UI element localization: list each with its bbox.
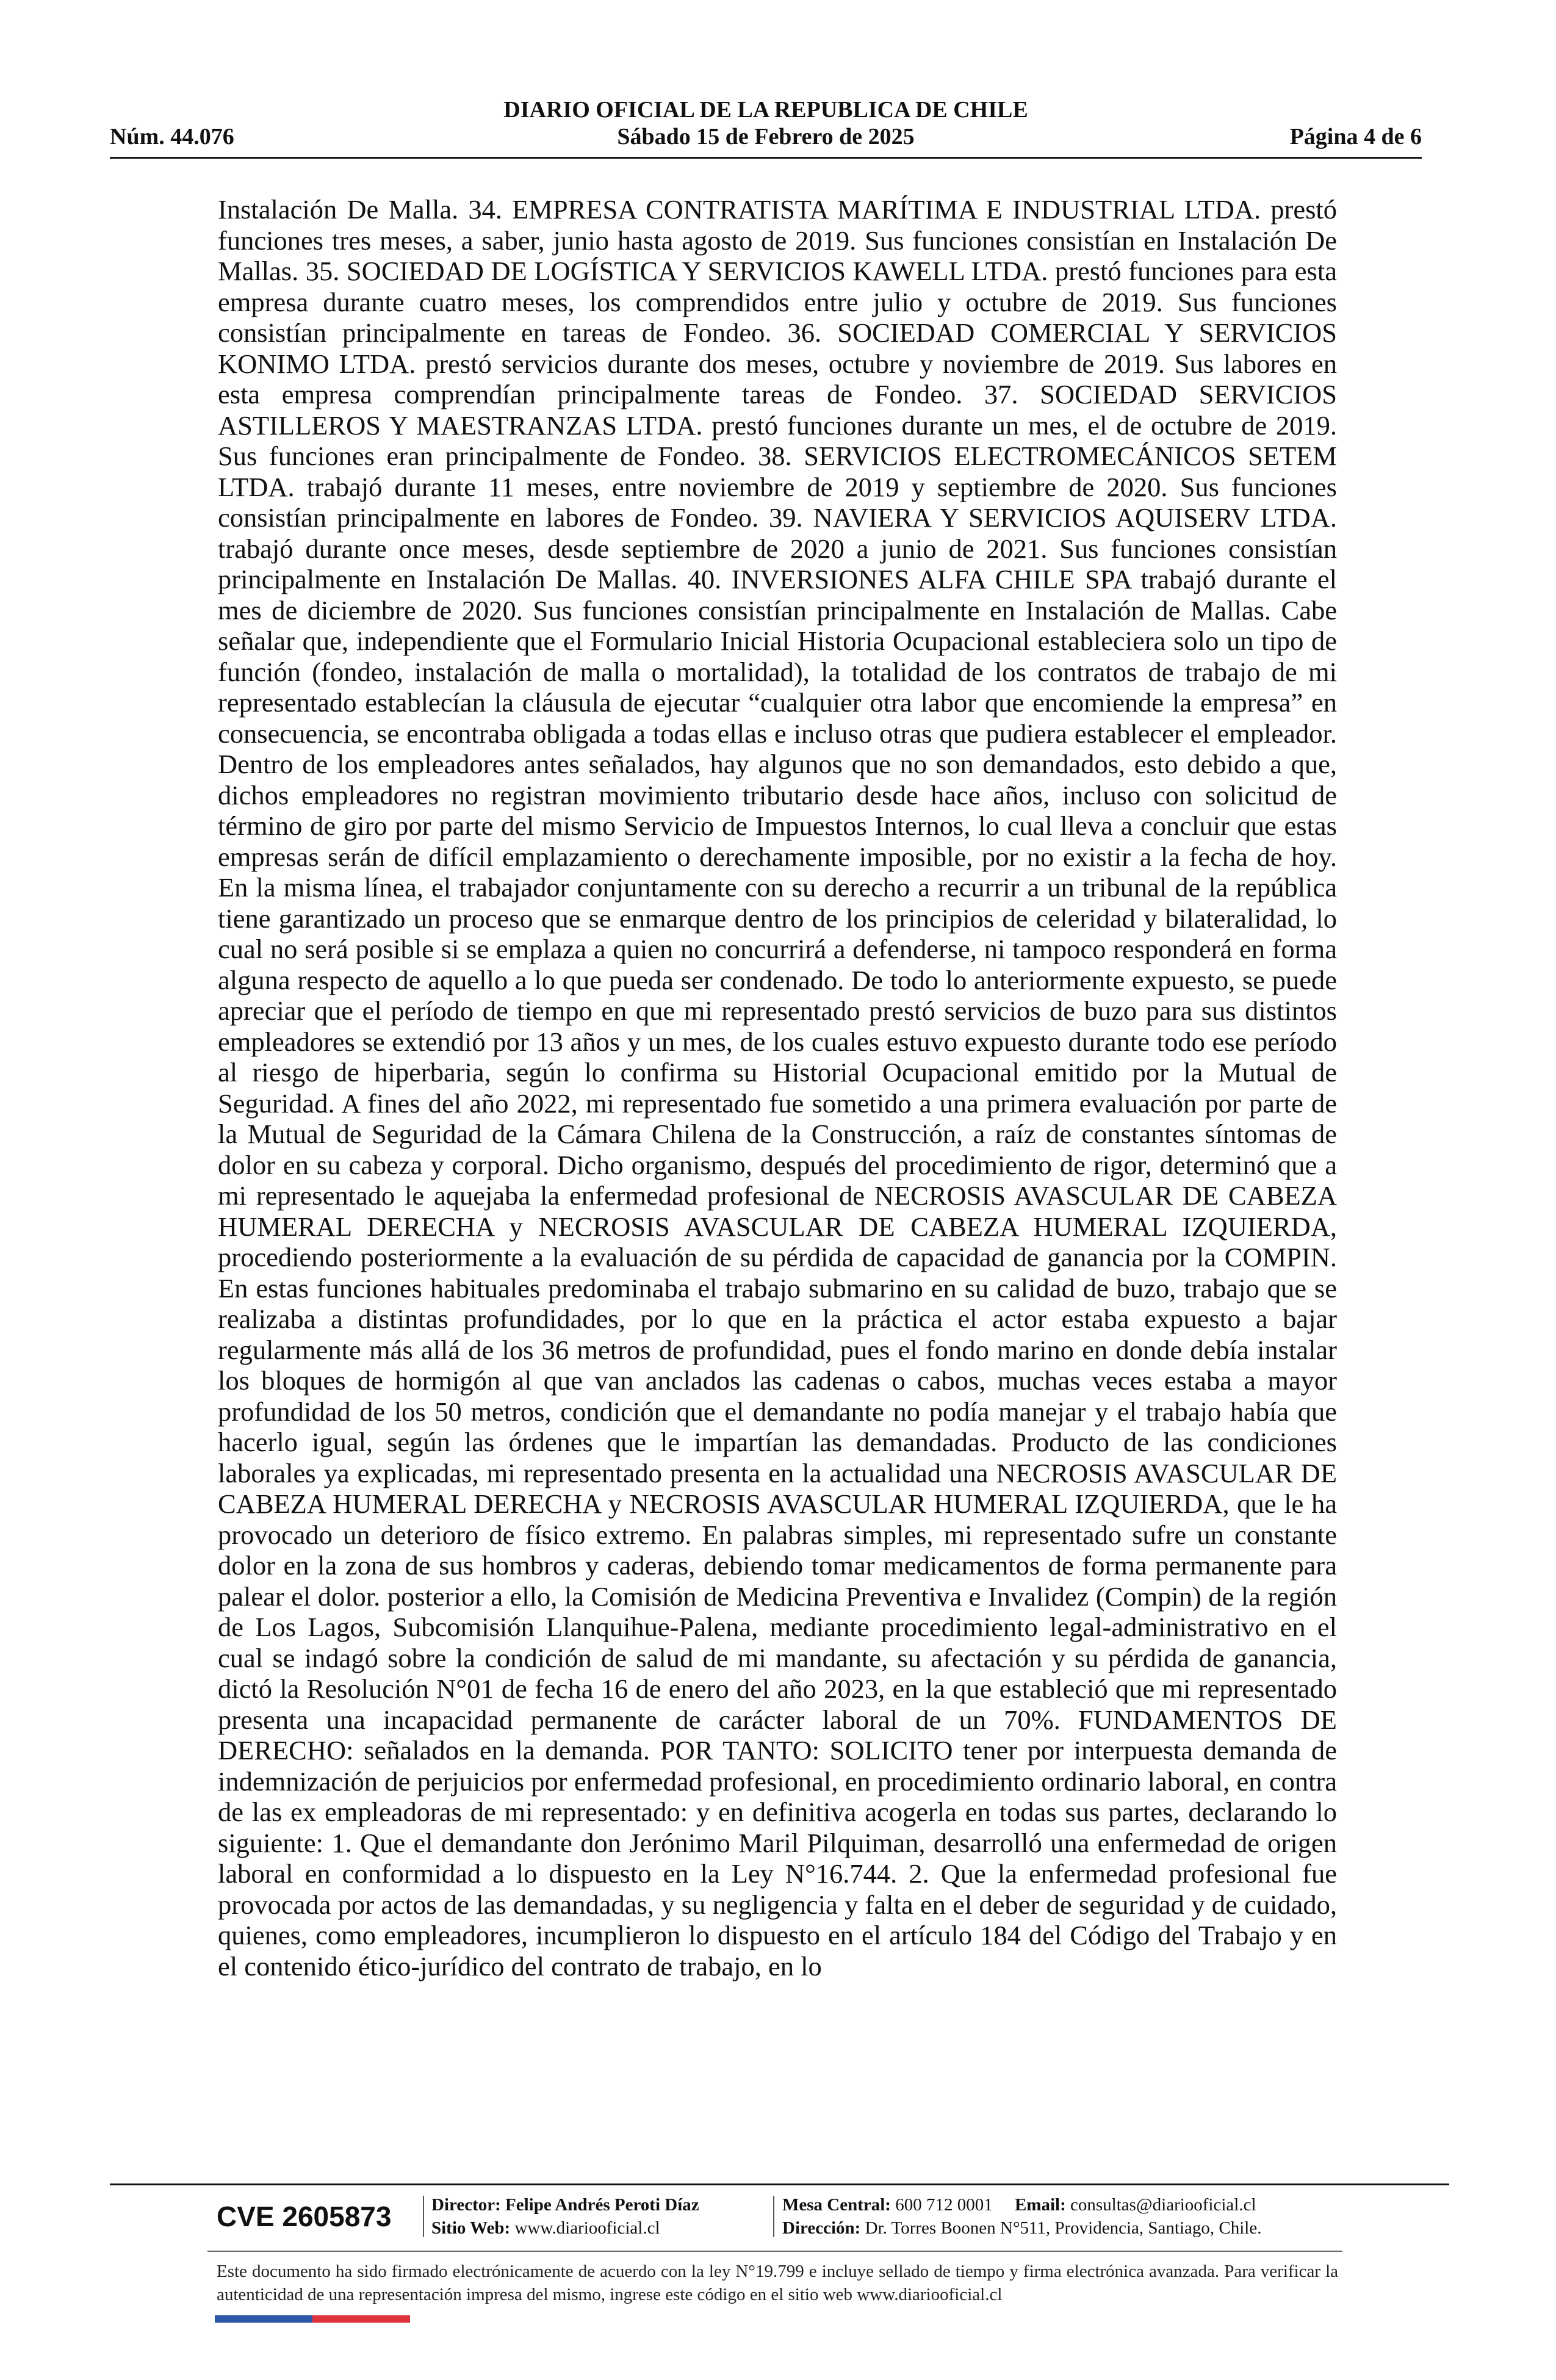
legal-notice: Este documento ha sido firmado electrónicamente de acuerdo con la ley N°19.799 e incluye sellado de tiempo y firma electrónica avanzada. Para verificar la autenticidad de una representación impresa del mismo, ingrese este código en el sitio web www.diariooficial.cl — [217, 2262, 1338, 2304]
document-body — [218, 194, 1337, 1982]
footer-separator — [423, 2196, 424, 2237]
page-number: Página 4 de 6 — [1289, 124, 1422, 150]
issue-date: Sábado 15 de Febrero de 2025 — [617, 124, 915, 150]
director-name: Felipe Andrés Peroti Díaz — [505, 2195, 699, 2215]
address-value: Dr. Torres Boonen N°511, Providencia, Santiago, Chile. — [865, 2218, 1262, 2238]
footer-inner-divider — [207, 2251, 1342, 2252]
director-line — [431, 2193, 773, 2216]
issue-number: Núm. 44.076 — [110, 124, 234, 150]
flag-stripe — [215, 2315, 410, 2323]
phone-email-line — [782, 2193, 1347, 2216]
website-link[interactable]: www.diariooficial.cl — [514, 2218, 660, 2238]
footer-divider — [110, 2183, 1449, 2185]
header-divider — [110, 157, 1422, 159]
address-label: Dirección: — [782, 2218, 861, 2238]
footer-separator — [773, 2196, 774, 2237]
director-label: Director: — [431, 2195, 501, 2215]
flag-blue-segment — [215, 2315, 312, 2323]
publication-title: DIARIO OFICIAL DE LA REPUBLICA DE CHILE — [503, 97, 1028, 123]
website-label: Sitio Web: — [431, 2218, 511, 2238]
phone-number: 600 712 0001 — [895, 2195, 993, 2215]
email-label: Email: — [1014, 2195, 1066, 2215]
cve-code: CVE 2605873 — [217, 2201, 392, 2232]
flag-red-segment — [312, 2315, 410, 2323]
address-line — [782, 2216, 1347, 2240]
page-footer — [217, 2192, 1342, 2241]
footer-contact-left — [431, 2193, 773, 2240]
website-line — [431, 2216, 773, 2240]
body-paragraph: Instalación De Malla. 34. EMPRESA CONTRATISTA MARÍTIMA E INDUSTRIAL LTDA. prestó funciones tres meses, a saber, junio hasta agosto de 2019. Sus funciones consistían en Instalación De Mallas. 35. SOCIEDAD DE LOGÍSTICA Y SERVICIOS KAWELL LTDA. prestó funciones para esta empresa durante cuatro meses, los comprendidos entre julio y octubre de 2019. Sus funciones consistían principalmente en tareas de Fondeo. 36. SOCIEDAD COMERCIAL Y SERVICIOS KONIMO LTDA. prestó servicios durante dos meses, octubre y noviembre de 2019. Sus labores en esta empresa comprendían principalmente tareas de Fondeo. 37. SOCIEDAD SERVICIOS ASTILLEROS Y MAESTRANZAS LTDA. prestó funciones durante un mes, el de octubre de 2019. Sus funciones eran principalmente de Fondeo. 38. SERVICIOS ELECTROMECÁNICOS SETEM LTDA. trabajó durante 11 meses, entre noviembre de 2019 y septiembre de 2020. Sus funciones consistían principalmente en labores de Fondeo. 39. NAVIERA Y SERVICIOS AQUISERV LTDA. trabajó durante once meses, desde septiembre de 2020 a junio de 2021. Sus funciones consistían principalmente en Instalación De Mallas. 40. INVERSIONES ALFA CHILE SPA trabajó durante el mes de diciembre de 2020. Sus funciones consistían principalmente en Instalación de Mallas. Cabe señalar que, independiente que el Formulario Inicial Historia Ocupacional estableciera solo un tipo de función (fondeo, instalación de malla o mortalidad), la totalidad de los contratos de trabajo de mi representado establecían la cláusula de ejecutar “cualquier otra labor que encomiende la empresa” en consecuencia, se encontraba obligada a todas ellas e incluso otras que pudiera establecer el empleador. Dentro de los empleadores antes señalados, hay algunos que no son demandados, esto debido a que, dichos empleadores no registran movimiento tributario desde hace años, incluso con solicitud de término de giro por parte del mismo Servicio de Impuestos Internos, lo cual lleva a concluir que estas empresas serán de difícil emplazamiento o derechamente imposible, por no existir a la fecha de hoy. En la misma línea, el trabajador conjuntamente con su derecho a recurrir a un tribunal de la república tiene garantizado un proceso que se enmarque dentro de los principios de celeridad y bilateralidad, lo cual no será posible si se emplaza a quien no concurrirá a defenderse, ni tampoco responderá en forma alguna respecto de aquello a lo que pueda ser condenado. De todo lo anteriormente expuesto, se puede apreciar que el período de tiempo en que mi representado prestó servicios de buzo para sus distintos empleadores se extendió por 13 años y un mes, de los cuales estuvo expuesto durante todo ese período al riesgo de hiperbaria, según lo confirma su Historial Ocupacional emitido por la Mutual de Seguridad. A fines del año 2022, mi representado fue sometido a una primera evaluación por parte de la Mutual de Seguridad de la Cámara Chilena de la Construcción, a raíz de constantes síntomas de dolor en su cabeza y corporal. Dicho organismo, después del procedimiento de rigor, determinó que a mi representado le aquejaba la enfermedad profesional de NECROSIS AVASCULAR DE CABEZA HUMERAL DERECHA y NECROSIS AVASCULAR DE CABEZA HUMERAL IZQUIERDA, procediendo posteriormente a la evaluación de su pérdida de capacidad de ganancia por la COMPIN. En estas funciones habituales predominaba el trabajo submarino en su calidad de buzo, trabajo que se realizaba a distintas profundidades, por lo que en la práctica el actor estaba expuesto a bajar regularmente más allá de los 36 metros de profundidad, pues el fondo marino en donde debía instalar los bloques de hormigón al que van anclados las cadenas o cabos, muchas veces estaba a mayor profundidad de los 50 metros, condición que el demandante no podía manejar y el trabajo había que hacerlo igual, según las órdenes que le impartían las demandadas. Producto de las condiciones laborales ya explicadas, mi representado presenta en la actualidad una NECROSIS AVASCULAR DE CABEZA HUMERAL DERECHA y NECROSIS AVASCULAR HUMERAL IZQUIERDA, que le ha provocado un deterioro de físico extremo. En palabras simples, mi representado sufre un constante dolor en la zona de sus hombros y caderas, debiendo tomar medicamentos de forma permanente para palear el dolor. posterior a ello, la Comisión de Medicina Preventiva e Invalidez (Compin) de la región de Los Lagos, Subcomisión Llanquihue-Palena, mediante procedimiento legal-administrativo en el cual se indagó sobre la condición de salud de mi mandante, su afectación y su pérdida de ganancia, dictó la Resolución N°01 de fecha 16 de enero del año 2023, en la que estableció que mi representado presenta una incapacidad permanente de carácter laboral de un 70%. FUNDAMENTOS DE DERECHO: señalados en la demanda. POR TANTO: SOLICITO tener por interpuesta demanda de indemnización de perjuicios por enfermedad profesional, en procedimiento ordinario laboral, en contra de las ex empleadoras de mi representado: y en definitiva acogerla en todas sus partes, declarando lo siguiente: 1. Que el demandante don Jerónimo Maril Pilquiman, desarrolló una enfermedad de origen laboral en conformidad a lo dispuesto en la Ley N°16.744. 2. Que la enfermedad profesional fue provocada por actos de las demandadas, y su negligencia y falta en el deber de seguridad y de cuidado, quienes, como empleadores, incumplieron lo dispuesto en el artículo 184 del Código del Trabajo y en el contenido ético-jurídico del contrato de trabajo, en lo — [218, 194, 1337, 1982]
email-link[interactable]: consultas@diariooficial.cl — [1070, 2195, 1256, 2215]
phone-label: Mesa Central: — [782, 2195, 891, 2215]
page-header — [110, 92, 1422, 159]
footer-contact-right — [782, 2193, 1347, 2240]
